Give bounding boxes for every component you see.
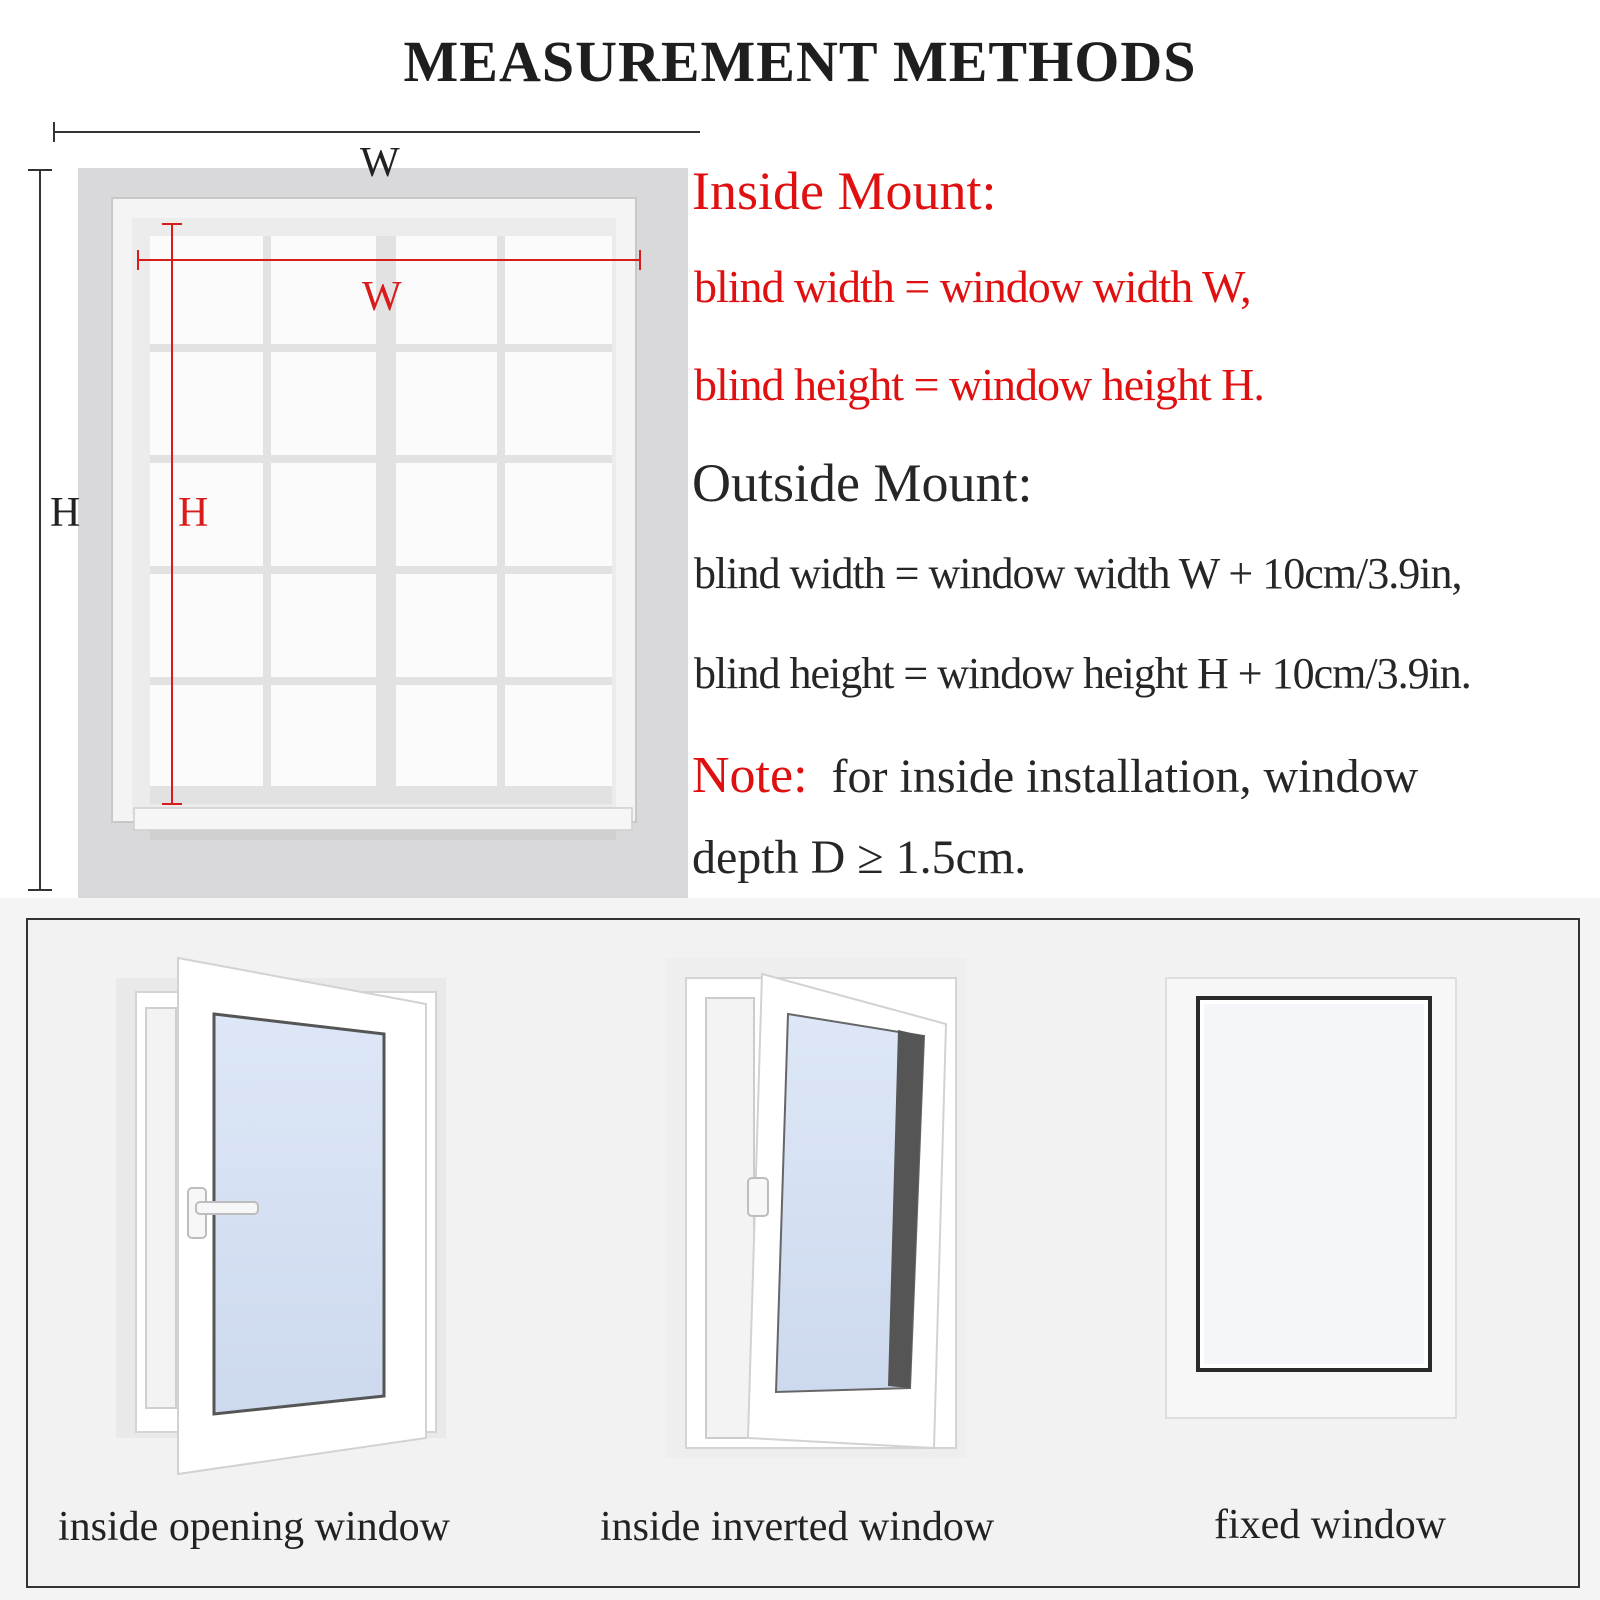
outside-mount-height-rule: blind height = window height H + 10cm/3.9in. — [694, 649, 1471, 698]
window-measurement-diagram — [0, 110, 700, 900]
note-label: Note: — [692, 747, 808, 804]
outer-height-dimension-line — [28, 170, 52, 890]
note-line-2: depth D ≥ 1.5cm. — [692, 831, 1027, 884]
inside-inverted-window-icon — [666, 958, 966, 1458]
inner-width-label: W — [362, 274, 402, 320]
page-title: MEASUREMENT METHODS — [403, 29, 1197, 94]
inside-mount-width-rule: blind width = window width W, — [694, 261, 1251, 312]
outer-width-label: W — [360, 140, 400, 186]
fixed-window-icon — [1166, 978, 1456, 1418]
caption-fixed-window: fixed window — [1214, 1502, 1447, 1548]
inside-mount-heading: Inside Mount: — [692, 161, 997, 221]
inside-opening-window-icon — [116, 958, 446, 1474]
caption-inside-opening-window: inside opening window — [58, 1504, 450, 1550]
outside-mount-heading: Outside Mount: — [692, 453, 1033, 513]
outer-height-label: H — [50, 490, 81, 536]
window-sill — [134, 808, 632, 830]
note-line-1 — [692, 747, 1419, 804]
inner-height-label: H — [178, 490, 209, 536]
inside-mount-height-rule: blind height = window height H. — [694, 359, 1264, 410]
sill-shadow — [150, 830, 616, 840]
note-text: for inside installation, window — [831, 750, 1419, 803]
outer-width-dimension-line — [54, 122, 700, 142]
caption-inside-inverted-window: inside inverted window — [600, 1504, 995, 1550]
window-types-illustrations — [26, 918, 1580, 1588]
outside-mount-width-rule: blind width = window width W + 10cm/3.9in, — [694, 549, 1462, 598]
